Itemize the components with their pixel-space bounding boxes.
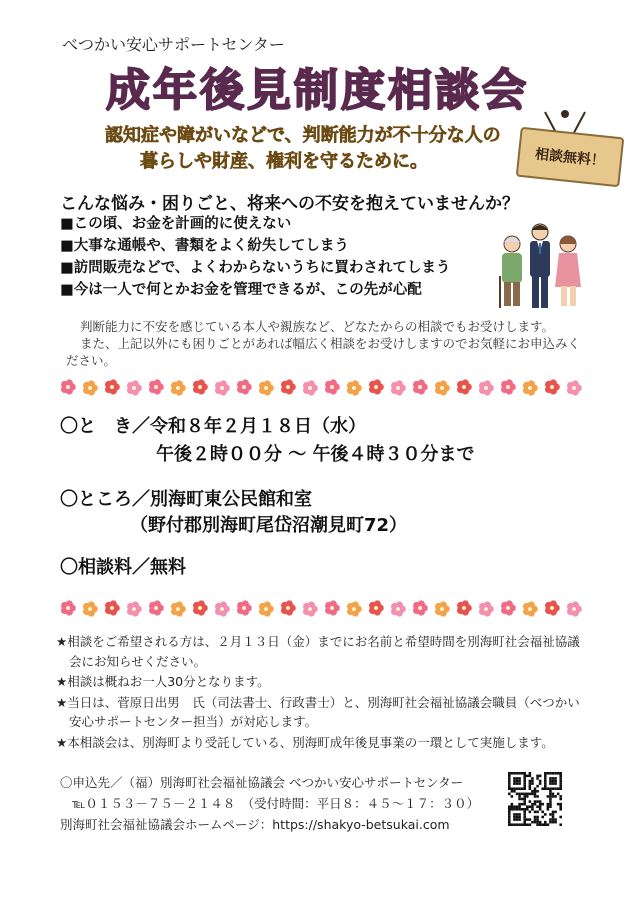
flower-icon <box>567 380 582 395</box>
flower-icon <box>127 380 142 395</box>
flower-icon <box>237 600 252 615</box>
flower-icon <box>259 380 274 395</box>
flower-icon <box>105 600 120 615</box>
flower-icon <box>61 600 76 615</box>
flower-icon <box>369 379 384 394</box>
flower-icon <box>127 601 142 616</box>
worry-item: ■訪問販売などで、よくわからないうちに買わされてしまう <box>60 260 451 276</box>
flower-icon <box>391 601 406 616</box>
contact-phone[interactable]: ℡０１５３－７５－２１４８ （受付時間：平日８：４５～１７：３０） <box>72 796 480 811</box>
flower-icon <box>215 380 230 395</box>
flower-icon <box>347 601 362 616</box>
flower-icon <box>193 379 208 394</box>
flower-icon <box>479 380 494 395</box>
worry-item: ■今は一人で何とかお金を管理できるが、この先が心配 <box>60 282 422 298</box>
note-item: ★当日は、菅原日出男 氏（司法書士、行政書士）と、別海町社会福祉協議会職員（べつかい安心サポートセンター担当）が対応します。 <box>56 694 580 729</box>
consultation-fee: 〇相談料／無料 <box>60 557 186 578</box>
flower-icon <box>347 380 362 395</box>
event-date: 〇と き／令和８年２月１８日（水） <box>60 416 366 437</box>
note-item: ★相談は概ねお一人30分となります。 <box>56 674 270 689</box>
flower-divider-top <box>58 376 588 398</box>
flower-icon <box>281 600 296 615</box>
flower-icon <box>171 380 186 395</box>
flower-icon <box>193 600 208 615</box>
flower-icon <box>61 379 76 394</box>
note-item: ★本相談会は、別海町より受託している、別海町成年後見事業の一環として実施します。 <box>56 734 554 750</box>
flower-icon <box>369 600 384 615</box>
flower-icon <box>215 601 230 616</box>
flower-icon <box>413 379 428 394</box>
organization-name: べつかい安心サポートセンター <box>62 35 285 54</box>
flower-icon <box>105 379 120 394</box>
flower-icon <box>457 379 472 394</box>
worry-list <box>60 213 450 301</box>
page-title: 成年後見制度相談会 <box>106 65 529 116</box>
flower-icon <box>545 379 560 394</box>
flower-icon <box>171 601 186 616</box>
event-time: 午後２時００分 ～ 午後４時３０分まで <box>156 444 475 465</box>
contact-block <box>60 772 490 835</box>
worry-item: ■この頃、お金を計画的に使えない <box>60 216 292 232</box>
subtitle-line-1: 認知症や障がいなどで、判断能力が不十分な人の <box>105 125 501 146</box>
event-address: （野付郡別海町尾岱沼潮見町72） <box>130 515 408 536</box>
contact-homepage[interactable]: 別海町社会福祉協議会ホームページ：https://shakyo-betsukai.com <box>60 817 450 832</box>
flower-icon <box>83 601 98 616</box>
flower-icon <box>545 600 560 615</box>
flower-icon <box>149 379 164 394</box>
flower-icon <box>83 380 98 395</box>
flower-icon <box>523 601 538 616</box>
flower-icon <box>149 600 164 615</box>
flower-icon <box>281 379 296 394</box>
people-illustration-icon <box>498 218 584 312</box>
flower-icon <box>501 600 516 615</box>
flower-icon <box>435 380 450 395</box>
flower-icon <box>259 601 274 616</box>
sign-text: 相談無料！ <box>534 146 606 170</box>
flower-icon <box>303 601 318 616</box>
subtitle-line-2: 暮らしや財産、権利を守るために。 <box>140 151 428 172</box>
flower-icon <box>523 380 538 395</box>
flower-icon <box>413 600 428 615</box>
free-consultation-sign <box>512 110 624 190</box>
flower-icon <box>237 379 252 394</box>
worry-item: ■大事な通帳や、書類をよく紛失してしまう <box>60 238 349 254</box>
intro-paragraph-2: また、上記以外にも困りごとがあれば幅広く相談をお受けしますのでお気軽にお申込みください。 <box>66 336 581 368</box>
flower-icon <box>567 601 582 616</box>
qr-code-icon[interactable] <box>508 772 562 826</box>
flower-icon <box>325 379 340 394</box>
flower-icon <box>501 379 516 394</box>
notes-list <box>56 632 581 753</box>
note-item: ★相談をご希望される方は、２月１３日（金）までにお名前と希望時間を別海町社会福祉協議会にお知らせください。 <box>56 634 580 669</box>
flower-divider-bottom <box>58 597 588 619</box>
sign-board <box>516 127 625 188</box>
event-place: 〇ところ／別海町東公民館和室 <box>60 489 312 510</box>
contact-applicant: 〇申込先／（福）別海町社会福祉協議会 べつかい安心サポートセンター <box>60 775 464 790</box>
flower-icon <box>325 600 340 615</box>
flower-icon <box>435 601 450 616</box>
flower-icon <box>457 600 472 615</box>
flower-icon <box>391 380 406 395</box>
worry-heading: こんな悩み・困りごと、将来への不安を抱えていませんか？ <box>60 194 519 214</box>
flower-icon <box>479 601 494 616</box>
intro-paragraph-1: 判断能力に不安を感じている本人や親族など、どなたからの相談でもお受けします。 <box>80 319 555 334</box>
nail-icon <box>561 110 569 118</box>
flower-icon <box>303 380 318 395</box>
